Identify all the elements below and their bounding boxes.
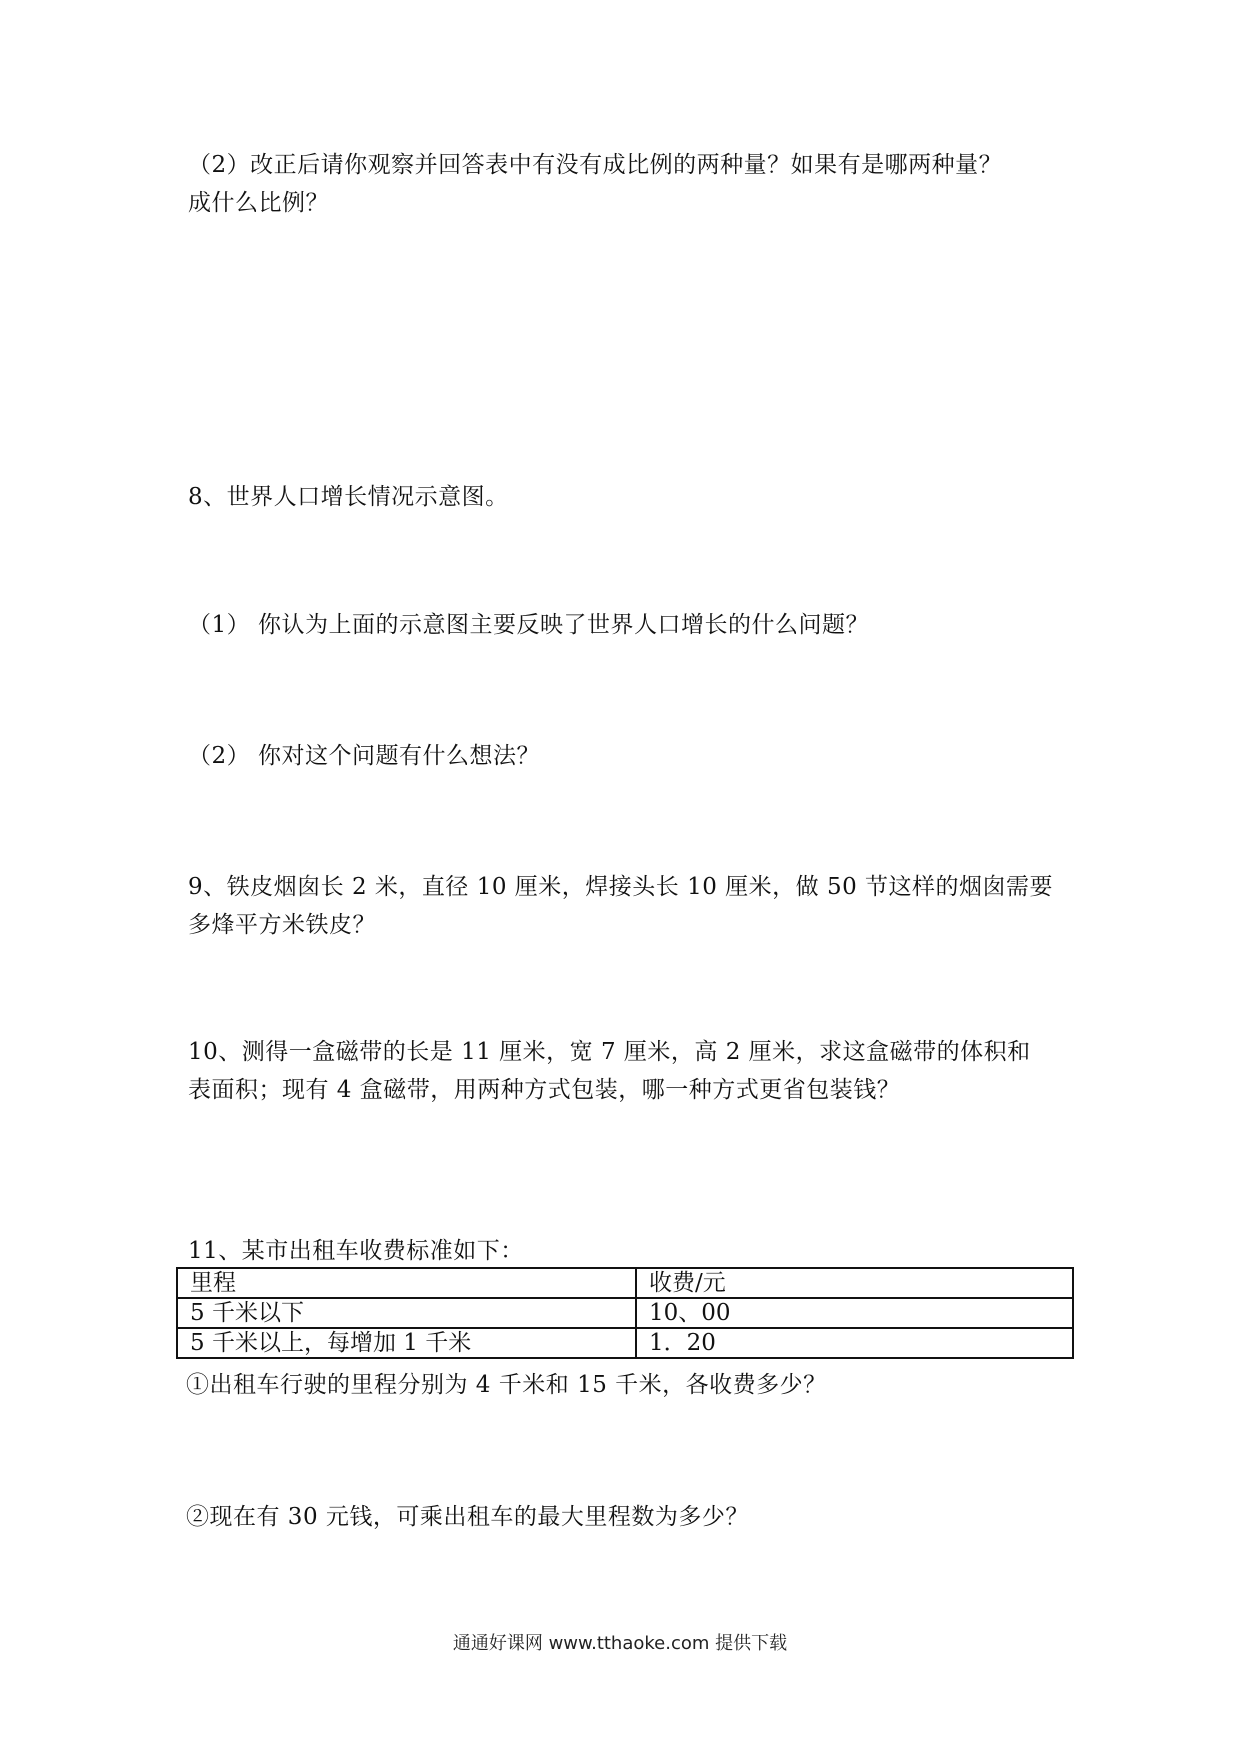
question-9-line-2: 多烽平方米铁皮？ — [188, 912, 376, 938]
fare-table-cell-fee: 1．20 — [636, 1328, 1073, 1358]
fare-table-cell-fee: 10、00 — [636, 1298, 1073, 1328]
question-8-title: 8、世界人口增长情况示意图。 — [188, 484, 509, 510]
question-9-line-1: 9、铁皮烟囱长 2 米，直径 10 厘米，焊接头长 10 厘米，做 50 节这样的烟囱需要 — [188, 874, 1054, 900]
question-10-line-2: 表面积；现有 4 盒磁带，用两种方式包装，哪一种方式更省包装钱？ — [188, 1077, 901, 1103]
question-10-line-1: 10、测得一盒磁带的长是 11 厘米，宽 7 厘米，高 2 厘米，求这盒磁带的体积和 — [188, 1039, 1031, 1065]
fare-table-header-row — [177, 1268, 1073, 1298]
question-11-sub-1: ①出租车行驶的里程分别为 4 千米和 15 千米，各收费多少？ — [186, 1372, 827, 1398]
fare-table-header-distance: 里程 — [177, 1268, 636, 1298]
fare-table — [176, 1267, 1074, 1359]
fare-table-cell-distance: 5 千米以上，每增加 1 千米 — [177, 1328, 636, 1358]
page-footer: 通通好课网 www.tthaoke.com 提供下载 — [452, 1633, 788, 1654]
question-11-title: 11、某市出租车收费标准如下： — [188, 1238, 524, 1264]
fare-table-cell-distance: 5 千米以下 — [177, 1298, 636, 1328]
question-7-part-2-line-2: 成什么比例？ — [188, 190, 329, 216]
question-7-part-2-line-1: （2）改正后请你观察并回答表中有没有成比例的两种量？如果有是哪两种量？ — [188, 152, 1003, 178]
question-11-sub-2: ②现在有 30 元钱，可乘出租车的最大里程数为多少？ — [186, 1504, 749, 1530]
fare-table-header-fee: 收费/元 — [636, 1268, 1073, 1298]
question-8-part-2: （2） 你对这个问题有什么想法？ — [188, 743, 540, 769]
question-8-part-1: （1） 你认为上面的示意图主要反映了世界人口增长的什么问题？ — [188, 612, 869, 638]
fare-table-row — [177, 1298, 1073, 1328]
fare-table-row — [177, 1328, 1073, 1358]
